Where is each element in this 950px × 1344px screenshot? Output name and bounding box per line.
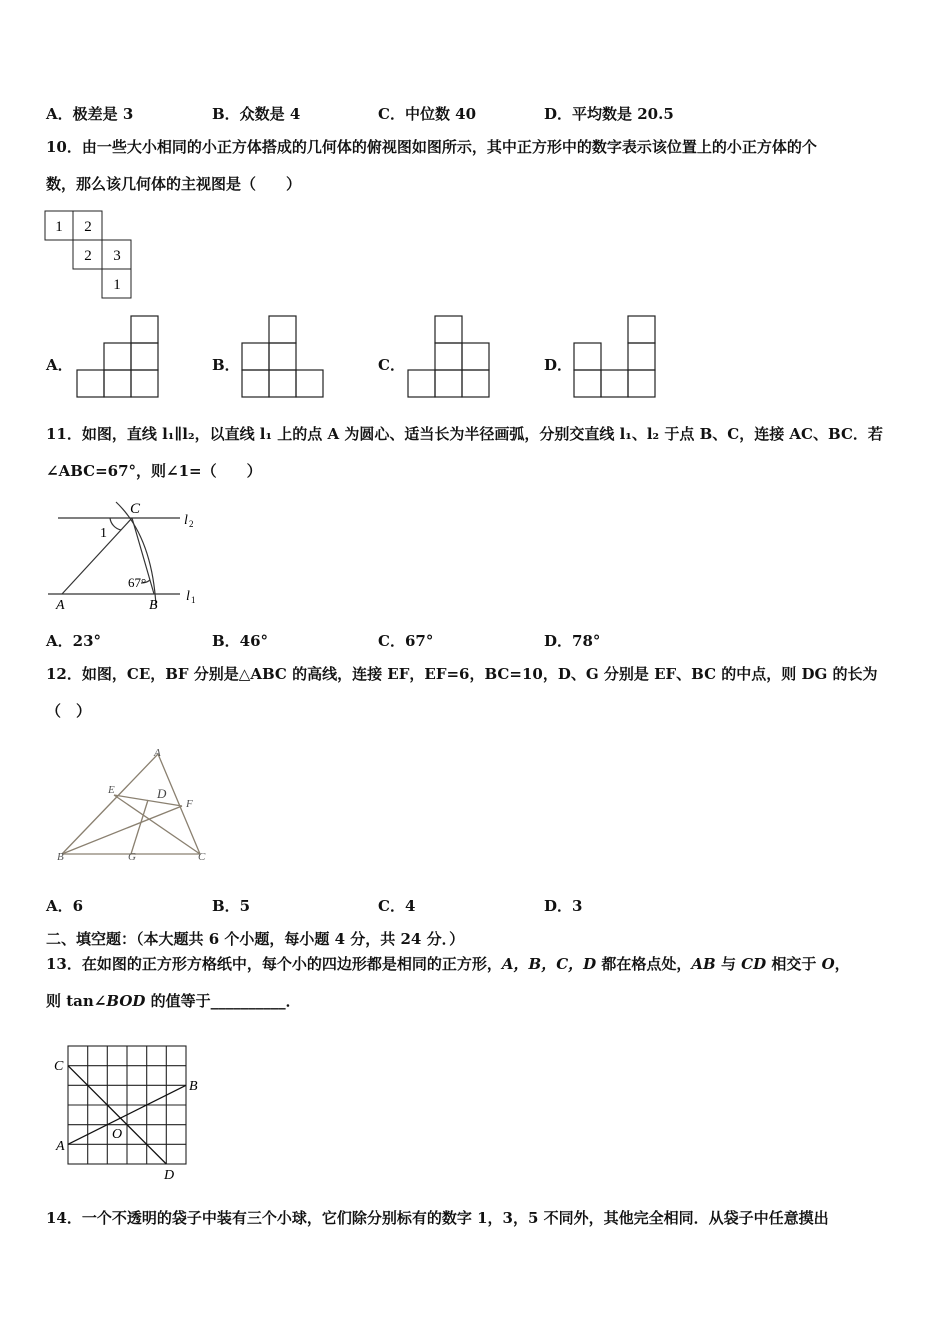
q12-label-d: D [157,786,167,801]
q11-label-a: A [56,598,65,613]
q11-label-b: B [149,598,158,613]
grid-number-3: 2 [84,248,92,264]
q12-label-g: G [128,851,136,863]
q13-label-c: C [54,1059,64,1074]
grid-number-4: 3 [113,248,121,264]
q11-label-67: 67° [128,575,147,590]
q12-option-c: C．4 [378,897,416,915]
q11-label-angle1: 1 [100,526,107,541]
q10-stem-line2: 数，那么该几何体的主视图是（ ） [46,175,302,193]
q9-option-a: A．极差是 3 [46,105,134,123]
q11-figure [44,496,209,614]
q12-label-b: B [57,851,64,863]
section2-title: 二、填空题：（本大题共 6 个小题，每小题 4 分，共 24 分．） [46,930,465,948]
q13-label-b: B [189,1079,198,1094]
grid-number-5: 1 [113,277,121,293]
q12-figure [48,740,218,866]
q10-option-b-label: B． [212,356,240,374]
q12-label-c: C [198,851,206,863]
q10-option-d-figure [572,313,658,399]
q12-option-a: A．6 [46,897,84,915]
q11-label-l1: l [186,589,190,604]
q9-option-c: C．中位数 40 [378,105,477,123]
q12-stem-line1: 12．如图，CE，BF 分别是△ABC 的高线，连接 EF，EF=6，BC=10，D、G 分别是 EF、BC 的中点，则 DG 的长为 [46,665,878,683]
q10-option-a-figure [75,313,161,399]
q11-stem-line1: 11．如图，直线 l₁∥l₂，以直线 l₁ 上的点 A 为圆心、适当长为半径画弧，分别交直线 l₁、l₂ 于点 B、C，连接 AC、BC．若 [46,425,883,443]
q10-option-c-label: C． [378,356,405,374]
q10-option-b-figure [240,313,326,399]
q10-option-d-label: D． [544,356,573,374]
q10-stem-line1: 10．由一些大小相同的小正方体搭成的几何体的俯视图如图所示，其中正方形中的数字表示该位置上的小正方体的个 [46,138,817,156]
q12-option-d: D．3 [544,897,583,915]
q13-label-o: O [112,1127,123,1142]
q12-label-a: A [154,747,161,759]
q11-label-l2-sub: 2 [189,519,194,529]
q9-option-d: D．平均数是 20.5 [544,105,674,123]
q11-option-a: A．23° [46,632,102,650]
q11-label-c: C [130,501,141,517]
q11-label-l1-sub: 1 [191,595,196,605]
q12-option-b: B．5 [212,897,251,915]
q14-stem-line1: 14．一个不透明的袋子中装有三个小球，它们除分别标有的数字 1，3，5 不同外，其他完全相同．从袋子中任意摸出 [46,1209,829,1227]
q11-option-b: B．46° [212,632,269,650]
q12-label-f: F [186,798,193,810]
q13-label-a: A [56,1139,65,1154]
q13-grid-figure [50,1040,210,1186]
q13-label-d: D [164,1168,175,1183]
q11-stem-line2: ∠ABC=67°，则∠1=（ ） [46,462,262,480]
q13-stem-line2: 则 tan∠BOD 的值等于__________． [46,992,301,1010]
q13-stem-line1: 13．在如图的正方形方格纸中，每个小的四边形都是相同的正方形，A，B，C，D 都在格点处，AB 与 CD 相交于 O， [46,955,850,973]
grid-number-2: 2 [84,219,92,235]
q9-option-b: B．众数是 4 [212,105,301,123]
q10-option-c-figure [406,313,492,399]
q10-top-view-grid [40,208,140,300]
grid-number-1: 1 [55,219,63,235]
q12-stem-line2: （ ） [46,702,92,720]
q12-label-e: E [108,784,115,796]
q11-option-c: C．67° [378,632,434,650]
q10-option-a-label: A． [46,356,73,374]
q11-label-l2: l [184,513,188,528]
q11-option-d: D．78° [544,632,601,650]
